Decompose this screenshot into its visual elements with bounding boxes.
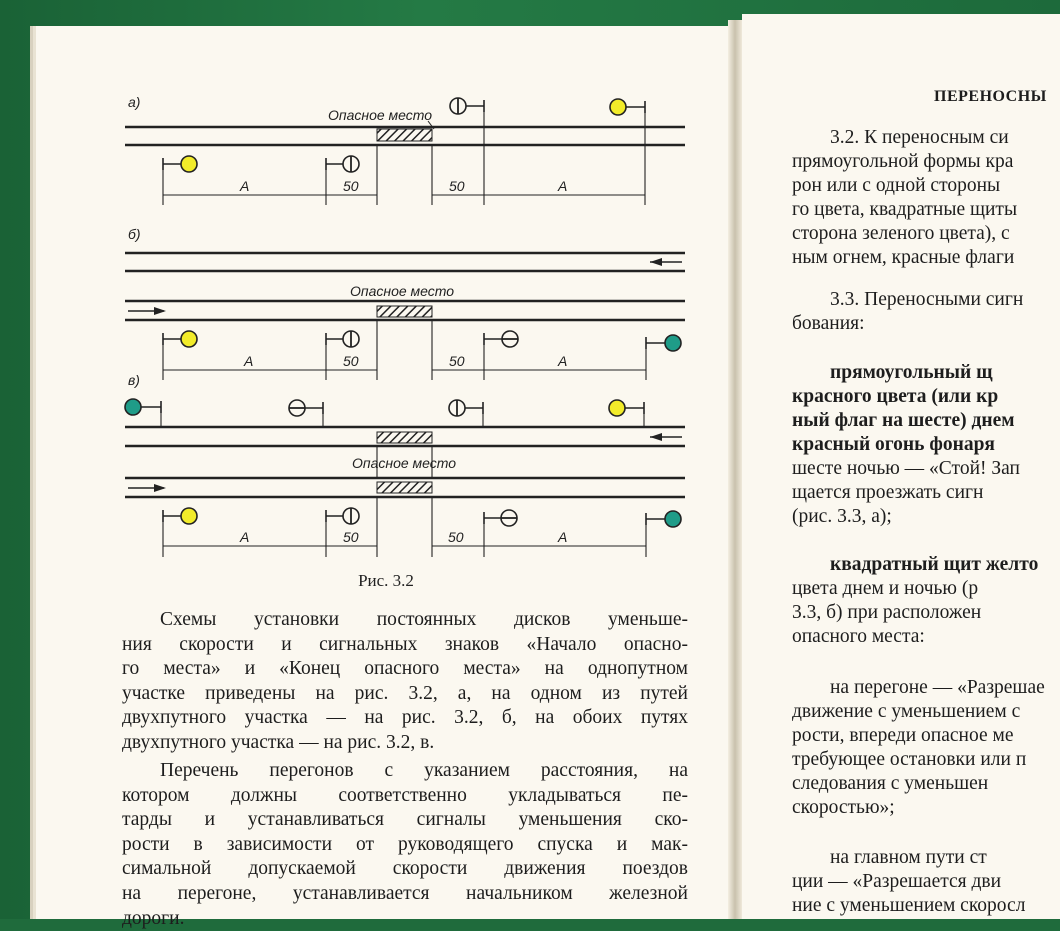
green-disk-signal [125,399,161,415]
text-line: 3.3. Переносными сигн [830,289,1024,310]
start-danger-sign [326,331,359,347]
text-line: го места» и «Конец опасного места» на однопутном [122,658,688,680]
direction-arrow-right [128,484,166,492]
end-danger-sign [289,400,323,416]
danger-label: Опасное место [350,283,455,299]
start-danger-sign [326,508,359,524]
danger-zone [377,306,432,317]
dim-50: 50 [449,353,465,369]
yellow-disk-signal [163,508,197,524]
dim-A: A [244,353,254,369]
paragraph-1 [122,608,688,756]
text-line: на перегоне — «Разрешае [830,677,1045,698]
text-line: щается проезжать сигн [792,482,984,503]
text-line: сторона зеленого цвета), с [792,223,1010,244]
dim-A: A [240,529,250,545]
text-line: ние с уменьшением скоросл [792,895,1026,916]
text-line: рости, впереди опасное ме [792,725,1014,746]
danger-zone [377,432,432,443]
danger-label: Опасное место [352,455,457,471]
green-disk-signal [646,511,681,527]
panel-c-label: в) [128,372,140,388]
text-line: 3.2. К переносным си [830,127,1009,148]
text-line: дороги. [122,907,185,929]
text-line: двухпутного участка — на рис. 3.2, б, на обоих путях [122,707,688,729]
yellow-disk-signal [609,400,644,416]
text-line: на перегоне, устанавливается начальником железной [122,882,688,904]
dim-50: 50 [449,178,465,194]
danger-zone [377,129,432,141]
text-line: прямоугольный щ [830,362,993,383]
start-danger-sign [326,156,359,172]
panel-b-label: б) [128,226,141,242]
text-line: рон или с одной стороны [792,175,1001,196]
dim-50: 50 [343,353,359,369]
text-line: цвета днем и ночью (р [792,578,979,599]
text-line: следования с уменьшен [792,773,989,794]
text-line: (рис. 3.3, а); [792,506,892,527]
text-line: симальной допускаемой скорости движения поездов [122,858,688,880]
paragraph-2 [122,759,688,931]
dim-A: A [558,178,568,194]
green-disk-signal [646,335,681,351]
text-line: квадратный щит желто [830,554,1039,575]
text-line: прямоугольной формы кра [792,151,1014,172]
dim-50: 50 [448,529,464,545]
text-line: котором должны соответственно укладываться пе- [122,784,688,806]
text-line: шесте ночью — «Стой! Зап [792,458,1020,479]
dim-50: 50 [343,529,359,545]
text-line: опасного места: [792,626,925,647]
direction-arrow-right [128,307,166,315]
end-danger-sign [450,98,484,114]
yellow-disk-signal [163,156,197,172]
text-line: го цвета, квадратные щиты [792,199,1018,220]
text-line: красный огонь фонаря [792,434,995,455]
text-line: скоростью»; [792,797,895,818]
dim-A: A [240,178,250,194]
yellow-disk-signal [610,99,645,115]
text-line: ции — «Разрешается дви [792,871,1002,892]
text-line: движение с уменьшением с [792,701,1021,722]
yellow-disk-signal [163,331,197,347]
text-line: бования: [792,313,865,334]
direction-arrow-left [650,433,682,441]
text-line: участке приведены на рис. 3.2, а, на одном из путей [122,682,688,704]
text-line: ния скорости и сигнальных знаков «Начало опасно- [122,633,688,655]
text-line: 3.3, б) при расположен [792,602,982,623]
text-line: требующее остановки или п [792,749,1027,770]
figure-caption: Рис. 3.2 [358,571,414,590]
dim-50: 50 [343,178,359,194]
text-line: тарды и устанавливаться сигналы уменьшения ско- [122,809,688,831]
danger-label: Опасное место [328,107,433,123]
dim-A: A [558,529,568,545]
end-danger-sign [484,331,518,347]
text-line: на главном пути ст [830,847,987,868]
start-danger-sign [449,400,483,416]
text-line: Схемы установки постоянных дисков уменьше- [160,609,688,630]
text-line: ный флаг на шесте) днем [792,410,1015,431]
dimension-lines [163,320,646,380]
text-line: Перечень перегонов с указанием расстояния, на [160,760,688,781]
direction-arrow-left [650,258,682,266]
end-danger-sign [484,510,517,526]
dim-A: A [558,353,568,369]
text-line: двухпутного участка — на рис. 3.2, в. [122,731,435,753]
panel-a-label: а) [128,94,141,110]
danger-zone [377,482,432,493]
right-page-title: ПЕРЕНОСНЫ [934,88,1047,105]
text-line: рости в зависимости от руководящего спуска и мак- [122,833,688,855]
text-line: ным огнем, красные флаги [792,247,1015,268]
text-line: красного цвета (или кр [792,386,999,407]
